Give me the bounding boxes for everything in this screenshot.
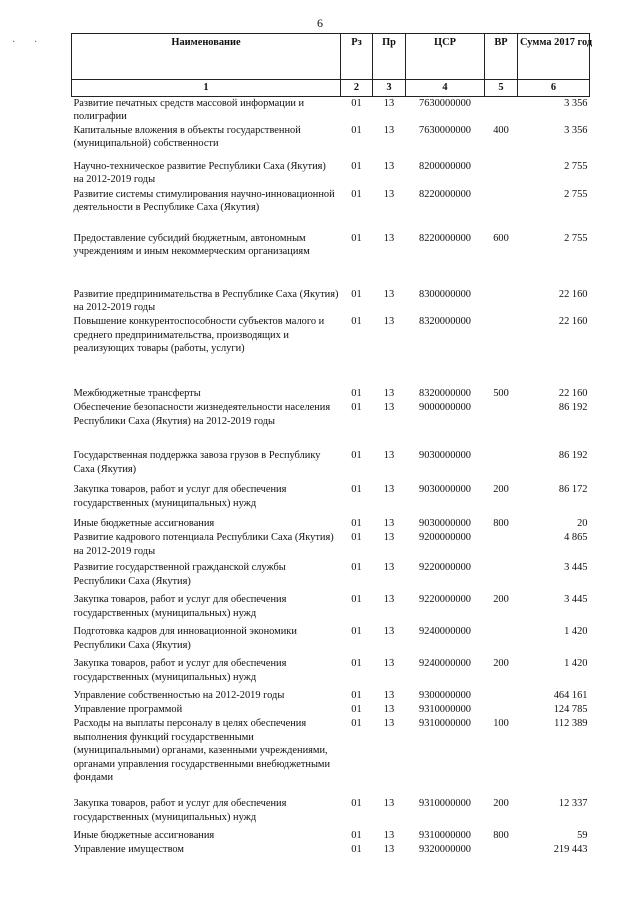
row-name: Закупка товаров, работ и услуг для обеспечения государственных (муниципальных) нужд xyxy=(73,483,287,509)
row-csr: 8220000000 xyxy=(419,232,471,244)
column-number: 4 xyxy=(406,80,485,97)
row-rz: 01 xyxy=(351,717,362,729)
row-rz: 01 xyxy=(351,97,362,109)
row-csr: 9030000000 xyxy=(419,449,471,461)
row-name: Развитие государственной гражданской службы Республики Саха (Якутия) xyxy=(73,561,286,587)
row-name: Иные бюджетные ассигнования xyxy=(73,517,215,529)
row-rz: 01 xyxy=(351,449,362,461)
table-row xyxy=(72,160,590,188)
header-name: Наименование xyxy=(72,34,341,80)
row-vr xyxy=(485,531,518,561)
row-sum: 3 445 xyxy=(564,593,588,605)
row-sum: 86 192 xyxy=(558,401,588,413)
row-csr: 8320000000 xyxy=(419,315,471,327)
row-vr xyxy=(485,96,518,124)
row-csr: 8300000000 xyxy=(419,288,471,300)
table-row xyxy=(72,797,590,829)
row-csr: 8220000000 xyxy=(419,188,471,200)
row-pr: 13 xyxy=(383,160,395,172)
table-row xyxy=(72,703,590,717)
column-number: 6 xyxy=(518,80,590,97)
row-rz: 01 xyxy=(351,593,362,605)
row-csr: 9030000000 xyxy=(419,483,471,495)
header-sum: Сумма 2017 год xyxy=(518,34,590,80)
table-row xyxy=(72,96,590,124)
row-sum: 3 356 xyxy=(564,97,588,109)
row-pr: 13 xyxy=(383,188,395,200)
row-vr: 400 xyxy=(493,124,509,136)
row-rz: 01 xyxy=(351,829,362,841)
row-csr: 8320000000 xyxy=(419,387,471,399)
row-vr: 200 xyxy=(493,483,509,495)
row-sum: 124 785 xyxy=(553,703,588,715)
row-rz: 01 xyxy=(351,387,362,399)
row-sum: 22 160 xyxy=(558,288,588,300)
row-sum: 22 160 xyxy=(558,315,588,327)
row-csr: 9300000000 xyxy=(419,689,471,701)
row-pr: 13 xyxy=(383,689,395,701)
column-number-row xyxy=(72,80,590,97)
row-name: Развитие печатных средств массовой информации и полиграфии xyxy=(73,97,305,123)
budget-table xyxy=(71,33,593,857)
row-rz: 01 xyxy=(351,797,362,809)
row-name: Развитие кадрового потенциала Республики Саха (Якутия) на 2012-2019 годы xyxy=(73,531,334,557)
header-pr: Пр xyxy=(373,34,406,80)
row-pr: 13 xyxy=(383,232,395,244)
row-name: Закупка товаров, работ и услуг для обеспечения государственных (муниципальных) нужд xyxy=(73,797,287,823)
row-vr xyxy=(485,703,518,717)
row-pr: 13 xyxy=(383,97,395,109)
row-name: Подготовка кадров для инновационной экономики Республики Саха (Якутия) xyxy=(73,625,297,651)
table-row xyxy=(72,517,590,531)
row-name: Управление программой xyxy=(73,703,183,715)
row-vr xyxy=(485,689,518,703)
row-rz: 01 xyxy=(351,657,362,669)
row-vr xyxy=(485,315,518,387)
row-vr: 200 xyxy=(493,657,509,669)
row-vr xyxy=(485,449,518,483)
row-sum: 59 xyxy=(577,829,588,841)
row-sum: 12 337 xyxy=(558,797,588,809)
table-row xyxy=(72,593,590,625)
row-csr: 9030000000 xyxy=(419,517,471,529)
row-pr: 13 xyxy=(383,797,395,809)
row-name: Повышение конкурентоспособности субъектов малого и среднего предпринимательства, производящих и реализующих товары (работы, услуги) xyxy=(73,315,325,355)
header-row xyxy=(72,34,590,80)
scan-speck-mark: · xyxy=(12,37,16,48)
row-csr: 9240000000 xyxy=(419,625,471,637)
row-vr: 500 xyxy=(493,387,509,399)
row-csr: 9310000000 xyxy=(419,829,471,841)
row-name: Предоставление субсидий бюджетным, автономным учреждениям и иным некоммерческим организациям xyxy=(73,232,310,258)
row-name: Капитальные вложения в объекты государственной (муниципальной) собственности xyxy=(73,124,301,150)
row-name: Закупка товаров, работ и услуг для обеспечения государственных (муниципальных) нужд xyxy=(73,657,287,683)
table-row xyxy=(72,829,590,843)
row-csr: 9000000000 xyxy=(419,401,471,413)
row-pr: 13 xyxy=(383,401,395,413)
table-header xyxy=(72,34,593,97)
row-sum: 2 755 xyxy=(564,232,588,244)
table-row xyxy=(72,401,590,449)
table-body xyxy=(72,96,590,857)
row-vr: 200 xyxy=(493,797,509,809)
row-rz: 01 xyxy=(351,232,362,244)
row-rz: 01 xyxy=(351,517,362,529)
row-sum: 86 192 xyxy=(558,449,588,461)
row-pr: 13 xyxy=(383,843,395,855)
row-name: Развитие системы стимулирования научно-инновационной деятельности в Республике Саха (Якутия) xyxy=(73,188,335,214)
row-csr: 9200000000 xyxy=(419,531,471,543)
column-number: 1 xyxy=(72,80,341,97)
row-pr: 13 xyxy=(383,593,395,605)
row-csr: 9220000000 xyxy=(419,561,471,573)
row-pr: 13 xyxy=(383,288,395,300)
row-vr xyxy=(485,288,518,315)
row-name: Государственная поддержка завоза грузов в Республику Саха (Якутия) xyxy=(73,449,321,475)
row-pr: 13 xyxy=(383,561,395,573)
row-csr: 7630000000 xyxy=(419,97,471,109)
row-sum: 219 443 xyxy=(553,843,588,855)
row-pr: 13 xyxy=(383,517,395,529)
scan-speck-mark: · xyxy=(34,37,38,48)
table-row xyxy=(72,689,590,703)
row-pr: 13 xyxy=(383,829,395,841)
row-vr xyxy=(485,401,518,449)
row-sum: 4 865 xyxy=(564,531,588,543)
table-row xyxy=(72,188,590,232)
row-csr: 7630000000 xyxy=(419,124,471,136)
row-name: Иные бюджетные ассигнования xyxy=(73,829,215,841)
row-vr: 800 xyxy=(493,829,509,841)
column-number: 3 xyxy=(373,80,406,97)
row-csr: 9240000000 xyxy=(419,657,471,669)
row-pr: 13 xyxy=(383,657,395,669)
row-pr: 13 xyxy=(383,703,395,715)
row-csr: 8200000000 xyxy=(419,160,471,172)
row-vr xyxy=(485,160,518,188)
row-sum: 1 420 xyxy=(564,625,588,637)
table-row xyxy=(72,717,590,797)
row-csr: 9310000000 xyxy=(419,717,471,729)
row-rz: 01 xyxy=(351,703,362,715)
row-sum: 3 445 xyxy=(564,561,588,573)
table-row xyxy=(72,657,590,689)
row-pr: 13 xyxy=(383,531,395,543)
row-name: Управление собственностью на 2012-2019 годы xyxy=(73,689,285,701)
row-name: Закупка товаров, работ и услуг для обеспечения государственных (муниципальных) нужд xyxy=(73,593,287,619)
row-csr: 9320000000 xyxy=(419,843,471,855)
row-rz: 01 xyxy=(351,625,362,637)
row-sum: 112 389 xyxy=(554,717,588,729)
row-vr xyxy=(485,625,518,657)
row-rz: 01 xyxy=(351,188,362,200)
row-rz: 01 xyxy=(351,401,362,413)
row-csr: 9310000000 xyxy=(419,797,471,809)
row-rz: 01 xyxy=(351,160,362,172)
row-vr xyxy=(485,188,518,232)
row-name: Расходы на выплаты персоналу в целях обеспечения выполнения функций государственными (муниципальными) органами, казенными учреждениями, органами управления государственными внебюджетными фондами xyxy=(73,717,331,784)
row-csr: 9220000000 xyxy=(419,593,471,605)
row-name: Развитие предпринимательства в Республике Саха (Якутия) на 2012-2019 годы xyxy=(73,288,339,314)
table-row xyxy=(72,288,590,315)
row-rz: 01 xyxy=(351,124,362,136)
row-vr: 100 xyxy=(493,717,509,729)
row-pr: 13 xyxy=(383,483,395,495)
table-row xyxy=(72,232,590,288)
row-sum: 2 755 xyxy=(564,160,588,172)
row-vr: 200 xyxy=(493,593,509,605)
header-rz: Рз xyxy=(341,34,373,80)
table-row xyxy=(72,124,590,160)
row-rz: 01 xyxy=(351,843,362,855)
row-pr: 13 xyxy=(383,387,395,399)
row-vr: 800 xyxy=(493,517,509,529)
table-row xyxy=(72,843,590,857)
row-pr: 13 xyxy=(383,449,395,461)
row-pr: 13 xyxy=(383,315,395,327)
table-row xyxy=(72,531,590,561)
table-row xyxy=(72,561,590,593)
row-sum: 464 161 xyxy=(553,689,588,701)
row-vr: 600 xyxy=(493,232,509,244)
header-csr: ЦСР xyxy=(406,34,485,80)
row-pr: 13 xyxy=(383,625,395,637)
page-number: 6 xyxy=(317,16,323,30)
row-vr xyxy=(485,843,518,857)
row-sum: 2 755 xyxy=(564,188,588,200)
table-row xyxy=(72,483,590,517)
table-row xyxy=(72,625,590,657)
row-rz: 01 xyxy=(351,531,362,543)
table-row xyxy=(72,449,590,483)
row-rz: 01 xyxy=(351,561,362,573)
column-number: 2 xyxy=(341,80,373,97)
table-row xyxy=(72,387,590,401)
row-sum: 22 160 xyxy=(558,387,588,399)
row-pr: 13 xyxy=(383,124,395,136)
row-rz: 01 xyxy=(351,315,362,327)
row-rz: 01 xyxy=(351,689,362,701)
row-name: Научно-техническое развитие Республики Саха (Якутия) на 2012-2019 годы xyxy=(73,160,326,186)
row-rz: 01 xyxy=(351,483,362,495)
row-name: Обеспечение безопасности жизнедеятельности населения Республики Саха (Якутия) на 2012-2019 годы xyxy=(73,401,331,427)
row-name: Межбюджетные трансферты xyxy=(73,387,201,399)
row-sum: 20 xyxy=(577,517,588,529)
row-rz: 01 xyxy=(351,288,362,300)
row-vr xyxy=(485,561,518,593)
row-sum: 1 420 xyxy=(564,657,588,669)
row-name: Управление имуществом xyxy=(73,843,184,855)
row-csr: 9310000000 xyxy=(419,703,471,715)
table-row xyxy=(72,315,590,387)
row-pr: 13 xyxy=(383,717,395,729)
header-vr: ВР xyxy=(485,34,518,80)
row-sum: 3 356 xyxy=(564,124,588,136)
column-number: 5 xyxy=(485,80,518,97)
row-sum: 86 172 xyxy=(558,483,588,495)
